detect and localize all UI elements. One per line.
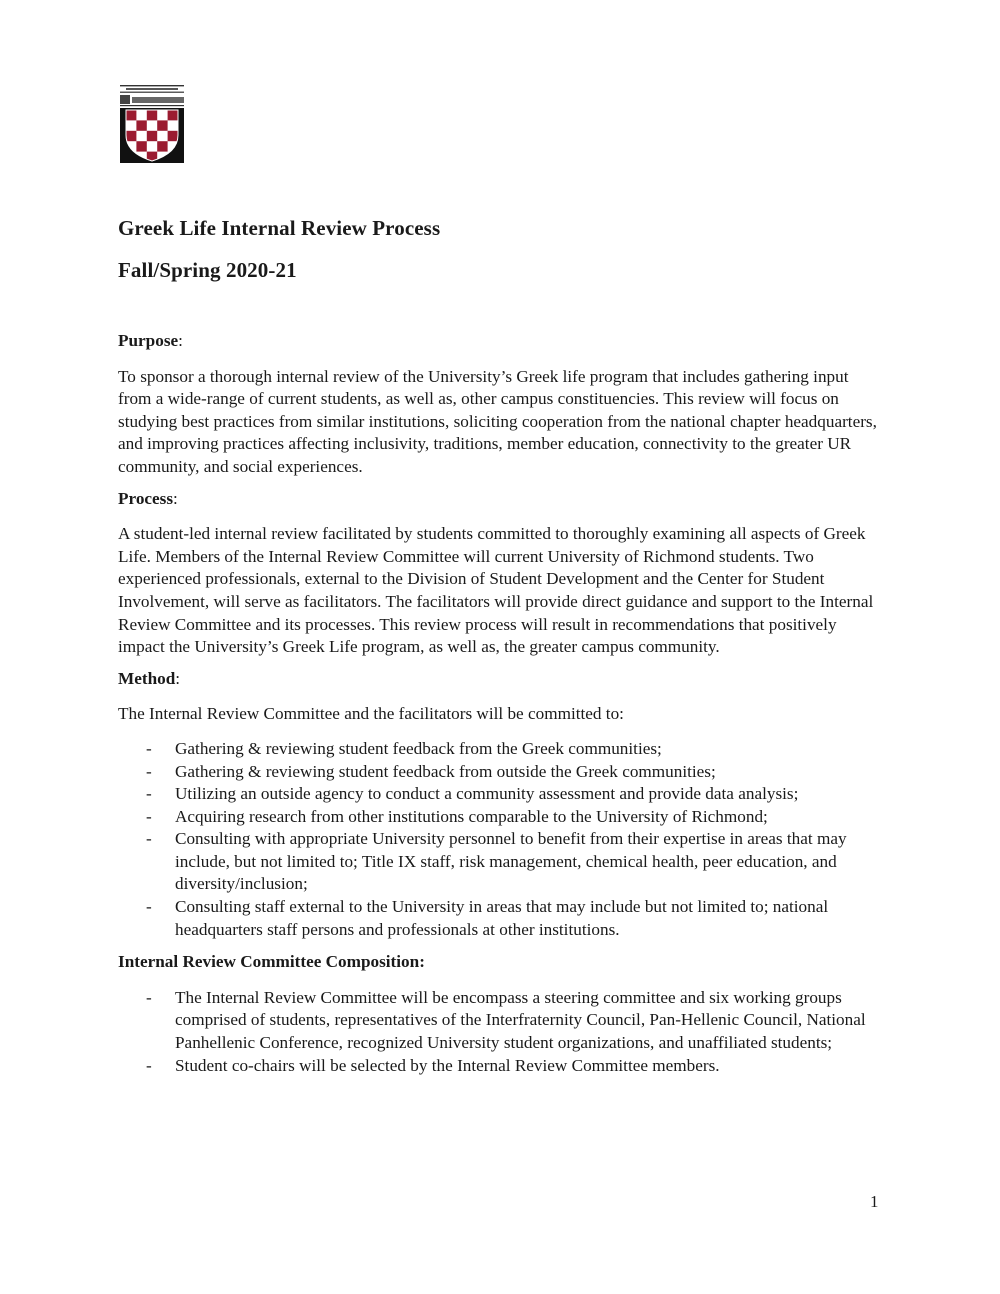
composition-list-item-text: Student co-chairs will be selected by the Internal Review Committee members. [175, 1055, 720, 1075]
method-list-item [118, 828, 886, 896]
method-list-item [118, 738, 886, 761]
method-list-item-text: Gathering & reviewing student feedback from outside the Greek communities; [175, 761, 716, 781]
page-number: 1 [870, 1192, 879, 1211]
method-list-item-text: Utilizing an outside agency to conduct a community assessment and provide data analysis; [175, 784, 799, 804]
method-heading-colon: : [175, 668, 181, 688]
dash-bullet: - [146, 806, 152, 826]
composition-list-item [118, 1055, 886, 1078]
method-list-item-text: Acquiring research from other institutions comparable to the University of Richmond; [175, 806, 768, 826]
document-title: Greek Life Internal Review Process [118, 216, 441, 240]
method-list-item-text: Gathering & reviewing student feedback from the Greek communities; [175, 738, 662, 758]
method-list [118, 738, 886, 941]
method-list-item [118, 896, 886, 941]
method-lead-text: The Internal Review Committee and the facilitators will be committed to: [118, 704, 624, 724]
document-subtitle: Fall/Spring 2020-21 [118, 258, 297, 282]
method-list-item-text: Consulting staff external to the University in areas that may include but not limited to; national headquarters staff persons and professionals at other institutions. [175, 897, 829, 939]
purpose-heading-colon: : [178, 331, 183, 350]
method-list-item [118, 783, 886, 806]
purpose-heading-label: Purpose [118, 331, 179, 350]
method-heading [118, 668, 886, 691]
purpose-heading [118, 330, 886, 353]
dash-bullet: - [146, 987, 152, 1007]
process-heading-colon: : [173, 488, 178, 508]
composition-list-item [118, 987, 886, 1055]
university-of-richmond-logo [118, 83, 186, 165]
method-heading-label: Method [118, 668, 176, 688]
dash-bullet: - [146, 761, 152, 781]
method-list-item [118, 806, 886, 829]
composition-heading: Internal Review Committee Composition: [118, 952, 425, 972]
purpose-text: To sponsor a thorough internal review of the University’s Greek life program that includes gathering input from a wide-range of current students, as well as, other campus constituencies. This review will focus on studying best practices from similar institutions, soliciting cooperation from the national chapter headquarters, and improving practices affecting inclusivity, traditions, member education, connectivity to the greater UR community, and social experiences. [118, 366, 877, 476]
method-list-item [118, 761, 886, 784]
composition-list-item-text: The Internal Review Committee will be encompass a steering committee and six working groups comprised of students, representatives of the Interfraternity Council, Pan-Hellenic Council, National Panhellenic Conference, recognized University student organizations, and unaffiliated students; [175, 987, 866, 1053]
dash-bullet: - [146, 784, 152, 804]
composition-list [118, 987, 886, 1077]
dash-bullet: - [146, 897, 152, 917]
process-heading-label: Process [118, 488, 174, 508]
method-list-item-text: Consulting with appropriate University personnel to benefit from their expertise in areas that may include, but not limited to; Title IX staff, risk management, chemical health, peer education, and diversity/inclusion; [175, 829, 847, 894]
document-body [118, 330, 886, 1087]
dash-bullet: - [146, 738, 152, 758]
dash-bullet: - [146, 1055, 152, 1075]
logo-shield-icon [118, 83, 186, 165]
process-text: A student-led internal review facilitated by students committed to thoroughly examining all aspects of Greek Life. Members of the Internal Review Committee will current University of Richmond students. Two experienced professionals, external to the Division of Student Development and the Center for Student Involvement, will serve as facilitators. The facilitators will provide direct guidance and support to the Internal Review Committee and its processes. This review process will result in recommendations that positively impact the University’s Greek Life program, as well as, the greater campus community. [118, 524, 874, 657]
process-heading [118, 488, 886, 511]
dash-bullet: - [146, 829, 152, 849]
